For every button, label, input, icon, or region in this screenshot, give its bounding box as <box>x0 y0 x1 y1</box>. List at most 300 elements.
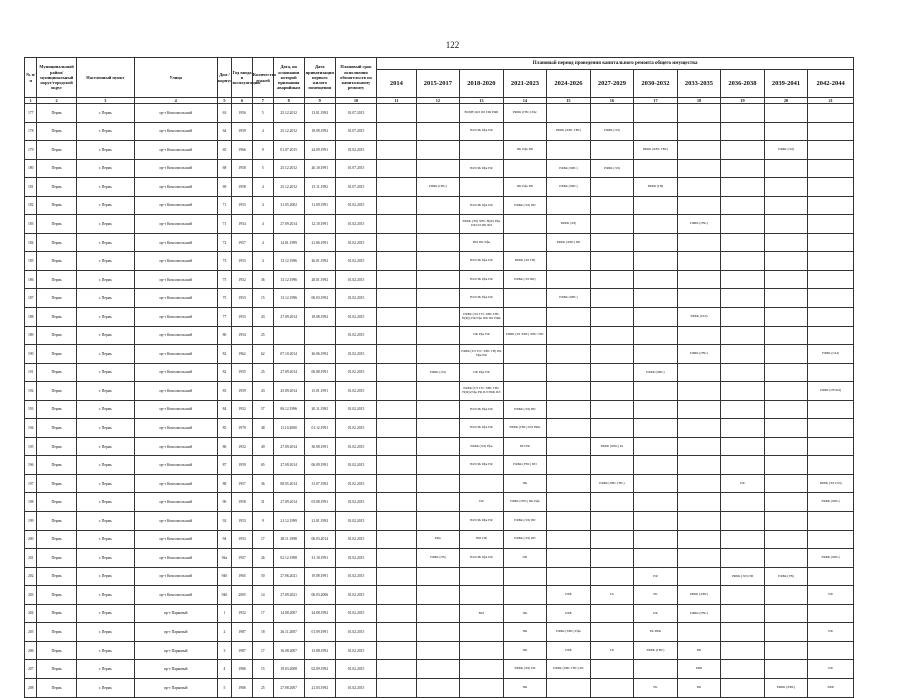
work-period-cell <box>416 326 460 345</box>
table-row <box>25 326 854 345</box>
work-period-cell: ГА <box>590 586 634 605</box>
floors-cell: 15 <box>252 289 273 308</box>
year-built-cell: 1987 <box>232 623 253 642</box>
work-period-cell <box>547 345 591 364</box>
work-period-cell: ЮЛ ПК Рфк РФ <box>460 400 504 419</box>
plan-term-cell: 01.02.2015 <box>335 400 376 419</box>
municipality-cell: Пермь <box>37 530 76 549</box>
municipality-cell: Пермь <box>37 419 76 438</box>
work-period-cell <box>721 289 765 308</box>
settlement-cell: г. Пермь <box>76 178 134 197</box>
work-period-cell <box>416 623 460 642</box>
floors-cell: 4 <box>252 178 273 197</box>
work-period-cell <box>590 289 634 308</box>
header-year-9: 2039-2041 <box>764 70 808 98</box>
house-cell: 90 <box>217 493 232 512</box>
work-period-cell: РФ <box>677 641 721 660</box>
date-privatization-cell: 31.10.1991 <box>304 549 335 568</box>
header-year-4: 2024-2026 <box>547 70 591 98</box>
street-cell: пр-т Комсомольский <box>134 456 217 475</box>
date-emergency-cell: 13.12.1996 <box>273 270 304 289</box>
date-emergency-cell: 02.12.1998 <box>273 549 304 568</box>
house-cell: 94 <box>217 530 232 549</box>
work-period-cell <box>460 141 504 160</box>
date-emergency-cell: 25.12.2012 <box>273 122 304 141</box>
work-period-cell <box>377 549 416 568</box>
work-period-cell <box>416 308 460 327</box>
date-emergency-cell: 27.09.2014 <box>273 456 304 475</box>
work-period-cell <box>377 159 416 178</box>
date-privatization-cell <box>304 326 335 345</box>
plan-term-cell: 01.02.2015 <box>335 326 376 345</box>
work-period-cell <box>721 363 765 382</box>
year-built-cell: 1952 <box>232 437 253 456</box>
date-privatization-cell: 06.03.2014 <box>304 530 335 549</box>
settlement-cell: г. Пермь <box>76 623 134 642</box>
work-period-cell <box>377 178 416 197</box>
work-period-cell: РФБК (ГВС) <box>416 178 460 197</box>
date-emergency-cell: 06.12.1996 <box>273 400 304 419</box>
work-period-cell <box>547 456 591 475</box>
work-period-cell <box>808 567 854 586</box>
municipality-cell: Пермь <box>37 215 76 234</box>
year-built-cell: 1957 <box>232 233 253 252</box>
work-period-cell <box>808 252 854 271</box>
date-privatization-cell: 18.08.1992 <box>304 308 335 327</box>
municipality-cell: Пермь <box>37 252 76 271</box>
header-year-0: 2014 <box>377 70 416 98</box>
work-period-cell: ЮЛ ПК Рфк РФ <box>460 289 504 308</box>
date-emergency-cell: 14.08.2007 <box>273 604 304 623</box>
street-cell: пр-т Комсомольский <box>134 437 217 456</box>
date-privatization-cell: 02.09.1992 <box>304 660 335 679</box>
work-period-cell <box>416 567 460 586</box>
column-number: 2 <box>37 98 76 104</box>
table-row <box>25 159 854 178</box>
work-period-cell <box>590 400 634 419</box>
plan-term-cell: 01.02.2015 <box>335 456 376 475</box>
work-period-cell <box>377 233 416 252</box>
house-cell: 85 <box>217 419 232 438</box>
work-period-cell: ЮЛ ПК Рфк РФ <box>460 419 504 438</box>
street-cell: пр-т Комсомольский <box>134 270 217 289</box>
work-period-cell <box>764 474 808 493</box>
work-period-cell: РФБК (ХВС ГВС) <box>634 141 678 160</box>
work-period-cell: ПП <box>503 549 547 568</box>
table-row <box>25 641 854 660</box>
column-number: 14 <box>503 98 547 104</box>
work-period-cell: РФБК (ХВС) <box>764 678 808 697</box>
work-period-cell <box>503 233 547 252</box>
work-period-cell <box>721 141 765 160</box>
settlement-cell: г. Пермь <box>76 493 134 512</box>
municipality-cell: Пермь <box>37 104 76 123</box>
table-row <box>25 289 854 308</box>
plan-term-cell: 01.02.2015 <box>335 308 376 327</box>
floors-cell: 65 <box>252 456 273 475</box>
column-number: 18 <box>677 98 721 104</box>
work-period-cell <box>377 400 416 419</box>
work-period-cell <box>377 512 416 531</box>
plan-term-cell: 01.02.2015 <box>335 437 376 456</box>
date-emergency-cell: 07.10.2014 <box>273 345 304 364</box>
work-period-cell <box>721 252 765 271</box>
house-cell: 71 <box>217 196 232 215</box>
work-period-cell <box>590 363 634 382</box>
column-number: 11 <box>377 98 416 104</box>
work-period-cell <box>677 437 721 456</box>
date-privatization-cell: 13.01.1992 <box>304 104 335 123</box>
header-year-8: 2036-2038 <box>721 70 765 98</box>
table-row <box>25 678 854 697</box>
date-privatization-cell: 26.06.1992 <box>304 345 335 364</box>
work-period-cell: РФБ <box>547 641 591 660</box>
date-emergency-cell: 13.12.1996 <box>273 252 304 271</box>
house-cell: 86 <box>217 437 232 456</box>
floors-cell: 9 <box>252 512 273 531</box>
work-period-cell: РФБК (ЭЛ) ПП <box>503 400 547 419</box>
date-emergency-cell: 01.07.2015 <box>273 141 304 160</box>
house-cell: 75 <box>217 270 232 289</box>
row-number: 197 <box>25 474 37 493</box>
work-period-cell <box>634 530 678 549</box>
work-period-cell <box>377 326 416 345</box>
floors-cell: 62 <box>252 345 273 364</box>
plan-term-cell: 01.02.2015 <box>335 474 376 493</box>
work-period-cell <box>377 437 416 456</box>
row-number: 181 <box>25 178 37 197</box>
work-period-cell <box>634 233 678 252</box>
date-privatization-cell: 21.01.1992 <box>304 512 335 531</box>
column-number: 10 <box>335 98 376 104</box>
work-period-cell: РФБК (ГВС) <box>634 641 678 660</box>
work-period-cell <box>677 530 721 549</box>
work-period-cell <box>503 122 547 141</box>
plan-term-cell: 01.02.2015 <box>335 419 376 438</box>
table-row <box>25 474 854 493</box>
work-period-cell <box>547 400 591 419</box>
table-row <box>25 122 854 141</box>
year-built-cell: 1958 <box>232 159 253 178</box>
work-period-cell: РК РФК <box>634 623 678 642</box>
work-period-cell <box>764 400 808 419</box>
column-number: 8 <box>273 98 304 104</box>
table-row <box>25 382 854 401</box>
work-period-cell <box>634 660 678 679</box>
work-period-cell: РФБК (ХВС ГВС) <box>590 474 634 493</box>
header-year-built: Год ввода в эксплуатацию <box>232 58 253 98</box>
plan-term-cell: 01.02.2015 <box>335 215 376 234</box>
column-number: 21 <box>808 98 854 104</box>
date-emergency-cell: 27.09.2014 <box>273 493 304 512</box>
work-period-cell <box>721 678 765 697</box>
date-privatization-cell: 03.08.1991 <box>304 493 335 512</box>
work-period-cell <box>677 196 721 215</box>
row-number: 186 <box>25 270 37 289</box>
header-house: Дом / корпус <box>217 58 232 98</box>
work-period-cell: РК <box>634 678 678 697</box>
work-period-cell: ЮЛ ПК Рфк РФ <box>460 270 504 289</box>
table-row <box>25 419 854 438</box>
work-period-cell: РФ <box>808 623 854 642</box>
table-row <box>25 400 854 419</box>
work-period-cell <box>377 567 416 586</box>
house-cell: 87 <box>217 456 232 475</box>
settlement-cell: г. Пермь <box>76 604 134 623</box>
work-period-cell <box>764 104 808 123</box>
table-row <box>25 493 854 512</box>
header-street: Улица <box>134 58 217 98</box>
work-period-cell <box>677 289 721 308</box>
work-period-cell: ЮЛ ПК Рфк РФ <box>460 549 504 568</box>
year-built-cell: 1952 <box>232 604 253 623</box>
work-period-cell: ПК <box>503 641 547 660</box>
street-cell: пр-т Комсомольский <box>134 196 217 215</box>
street-cell: пр-т Комсомольский <box>134 215 217 234</box>
work-period-cell: РФБК (ТЛ ТГС ХВС ГВС Н(Ф)) Рфк РФ ПЛ РФК ПЛ <box>460 382 504 401</box>
page-number: 122 <box>445 40 460 50</box>
date-emergency-cell: 25.09.2014 <box>273 382 304 401</box>
table-row <box>25 178 854 197</box>
work-period-cell <box>764 604 808 623</box>
floors-cell: 43 <box>252 308 273 327</box>
work-period-cell <box>377 678 416 697</box>
work-period-cell <box>808 289 854 308</box>
work-period-cell <box>634 104 678 123</box>
row-number: 180 <box>25 159 37 178</box>
year-built-cell: 1953 <box>232 530 253 549</box>
work-period-cell <box>634 270 678 289</box>
work-period-cell <box>416 512 460 531</box>
header-year-3: 2021-2023 <box>503 70 547 98</box>
street-cell: пр-т Парковый <box>134 604 217 623</box>
house-cell: 84 <box>217 400 232 419</box>
street-cell: пр-т Комсомольский <box>134 363 217 382</box>
settlement-cell: г. Пермь <box>76 196 134 215</box>
work-period-cell: РФБК (ХВС) <box>547 289 591 308</box>
work-period-cell <box>634 326 678 345</box>
work-period-cell <box>547 104 591 123</box>
floors-cell: 43 <box>252 382 273 401</box>
work-period-cell <box>677 419 721 438</box>
year-built-cell: 1957 <box>232 549 253 568</box>
house-cell: 94б <box>217 586 232 605</box>
settlement-cell: г. Пермь <box>76 437 134 456</box>
work-period-cell <box>590 215 634 234</box>
work-period-cell: ЮЛ ПК Рфк <box>460 233 504 252</box>
work-period-cell <box>590 512 634 531</box>
work-period-cell <box>590 660 634 679</box>
work-period-cell <box>764 623 808 642</box>
work-period-cell <box>503 308 547 327</box>
street-cell: пр-т Парковый <box>134 623 217 642</box>
column-number: 7 <box>252 98 273 104</box>
work-period-cell <box>377 641 416 660</box>
work-period-cell <box>547 549 591 568</box>
settlement-cell: г. Пермь <box>76 474 134 493</box>
work-period-cell <box>808 363 854 382</box>
work-period-cell <box>808 159 854 178</box>
work-period-cell <box>634 196 678 215</box>
floors-cell: 4 <box>252 252 273 271</box>
row-number: 199 <box>25 512 37 531</box>
floors-cell: 4 <box>252 233 273 252</box>
municipality-cell: Пермь <box>37 493 76 512</box>
work-period-cell: РФБК (ЭЛ) Рфк <box>460 437 504 456</box>
work-period-cell <box>808 641 854 660</box>
work-period-cell <box>764 549 808 568</box>
work-period-cell <box>634 512 678 531</box>
date-privatization-cell: 20.11.1992 <box>304 400 335 419</box>
date-emergency-cell: 27.09.2021 <box>273 586 304 605</box>
work-period-cell <box>634 382 678 401</box>
house-cell: 94б <box>217 567 232 586</box>
municipality-cell: Пермь <box>37 270 76 289</box>
settlement-cell: г. Пермь <box>76 104 134 123</box>
work-period-cell <box>416 678 460 697</box>
work-period-cell <box>764 196 808 215</box>
plan-term-cell: 01.07.2015 <box>335 159 376 178</box>
work-period-cell <box>416 289 460 308</box>
work-period-cell <box>634 419 678 438</box>
table-row <box>25 437 854 456</box>
work-period-cell <box>721 345 765 364</box>
work-period-cell <box>808 270 854 289</box>
street-cell: пр-т Комсомольский <box>134 308 217 327</box>
date-privatization-cell: 21.06.1991 <box>304 233 335 252</box>
work-period-cell <box>547 270 591 289</box>
work-period-cell <box>677 122 721 141</box>
table-row <box>25 215 854 234</box>
work-period-cell <box>721 215 765 234</box>
table-row <box>25 104 854 123</box>
work-period-cell <box>460 641 504 660</box>
work-period-cell <box>416 456 460 475</box>
year-built-cell: 1959 <box>232 122 253 141</box>
floors-cell: 14 <box>252 586 273 605</box>
work-period-cell <box>634 215 678 234</box>
work-period-cell: РФБК (ХВС ГВС) РК <box>547 660 591 679</box>
row-number: 185 <box>25 252 37 271</box>
column-number: 12 <box>416 98 460 104</box>
house-cell: 80 <box>217 326 232 345</box>
house-cell: 71 <box>217 215 232 234</box>
work-period-cell <box>416 474 460 493</box>
work-period-cell: ЮЛ <box>460 604 504 623</box>
work-period-cell <box>590 623 634 642</box>
work-period-cell <box>677 512 721 531</box>
work-period-cell: РФБК (ГАЗ) <box>808 345 854 364</box>
plan-term-cell: 01.02.2015 <box>335 270 376 289</box>
work-period-cell <box>764 159 808 178</box>
date-emergency-cell: 11.10.2000 <box>273 419 304 438</box>
row-number: 204 <box>25 604 37 623</box>
work-period-cell <box>721 178 765 197</box>
work-period-cell <box>503 215 547 234</box>
date-emergency-cell: 21.12.1999 <box>273 512 304 531</box>
house-cell: 75 <box>217 289 232 308</box>
work-period-cell <box>808 178 854 197</box>
house-cell: 64 <box>217 122 232 141</box>
date-privatization-cell: 01.12.1991 <box>304 419 335 438</box>
work-period-cell <box>416 270 460 289</box>
street-cell: пр-т Комсомольский <box>134 512 217 531</box>
work-period-cell: РФБК (ХВС) Рфк <box>547 623 591 642</box>
work-period-cell: РФБК (ГАЗ) <box>677 308 721 327</box>
work-period-cell <box>547 419 591 438</box>
house-cell: 68 <box>217 159 232 178</box>
municipality-cell: Пермь <box>37 567 76 586</box>
work-period-cell <box>634 549 678 568</box>
year-built-cell: 1953 <box>232 252 253 271</box>
work-period-cell: РФБК (ХВС) <box>634 363 678 382</box>
work-period-cell <box>590 104 634 123</box>
plan-term-cell: 01.07.2015 <box>335 104 376 123</box>
work-period-cell: РФБК (ЭЛ ГАЗ) <box>808 474 854 493</box>
work-period-cell: РФБ <box>547 586 591 605</box>
header-num: № п/п <box>25 58 37 98</box>
settlement-cell: г. Пермь <box>76 326 134 345</box>
street-cell: пр-т Комсомольский <box>134 474 217 493</box>
work-period-cell <box>764 178 808 197</box>
row-number: 179 <box>25 141 37 160</box>
work-period-cell <box>808 104 854 123</box>
capital-repair-table <box>24 57 854 698</box>
work-period-cell <box>677 493 721 512</box>
year-built-cell: 1952 <box>232 270 253 289</box>
house-cell: 1 <box>217 604 232 623</box>
row-number: 196 <box>25 456 37 475</box>
work-period-cell <box>460 623 504 642</box>
work-period-cell <box>634 308 678 327</box>
header-plan-term: Плановый срок исполнения обязательств по капитальному ремонту <box>335 58 376 98</box>
work-period-cell: РФБК (ЭЛ) <box>764 141 808 160</box>
column-number: 17 <box>634 98 678 104</box>
year-built-cell: 1959 <box>232 382 253 401</box>
work-period-cell: РФБК (ЭЛ) РФ <box>503 660 547 679</box>
work-period-cell <box>503 586 547 605</box>
work-period-cell <box>377 419 416 438</box>
work-period-cell <box>590 345 634 364</box>
municipality-cell: Пермь <box>37 196 76 215</box>
plan-term-cell: 01.02.2015 <box>335 141 376 160</box>
work-period-cell: РФБК (ГВС) ПП РФК <box>503 419 547 438</box>
street-cell: пр-т Комсомольский <box>134 567 217 586</box>
table-row <box>25 530 854 549</box>
work-period-cell: РФБК (ЭЛ) <box>590 159 634 178</box>
work-period-cell <box>416 141 460 160</box>
work-period-cell: ПК <box>503 623 547 642</box>
year-built-cell: 1979 <box>232 419 253 438</box>
work-period-cell: ПК Рфк РФ <box>460 326 504 345</box>
column-number: 20 <box>764 98 808 104</box>
table-row <box>25 233 854 252</box>
floors-cell: 25 <box>252 678 273 697</box>
work-period-cell <box>590 419 634 438</box>
work-period-cell <box>721 604 765 623</box>
work-period-cell <box>764 252 808 271</box>
work-period-cell <box>764 512 808 531</box>
municipality-cell: Пермь <box>37 474 76 493</box>
work-period-cell <box>590 549 634 568</box>
work-period-cell: ЮЛ(Н) ФЛ ПЛ ПФ РФБ <box>460 104 504 123</box>
floors-cell: 48 <box>252 419 273 438</box>
date-emergency-cell: 25.12.2012 <box>273 104 304 123</box>
work-period-cell <box>808 122 854 141</box>
header-settlement: Населенный пункт <box>76 58 134 98</box>
house-cell: 5 <box>217 678 232 697</box>
floors-cell: 36 <box>252 474 273 493</box>
